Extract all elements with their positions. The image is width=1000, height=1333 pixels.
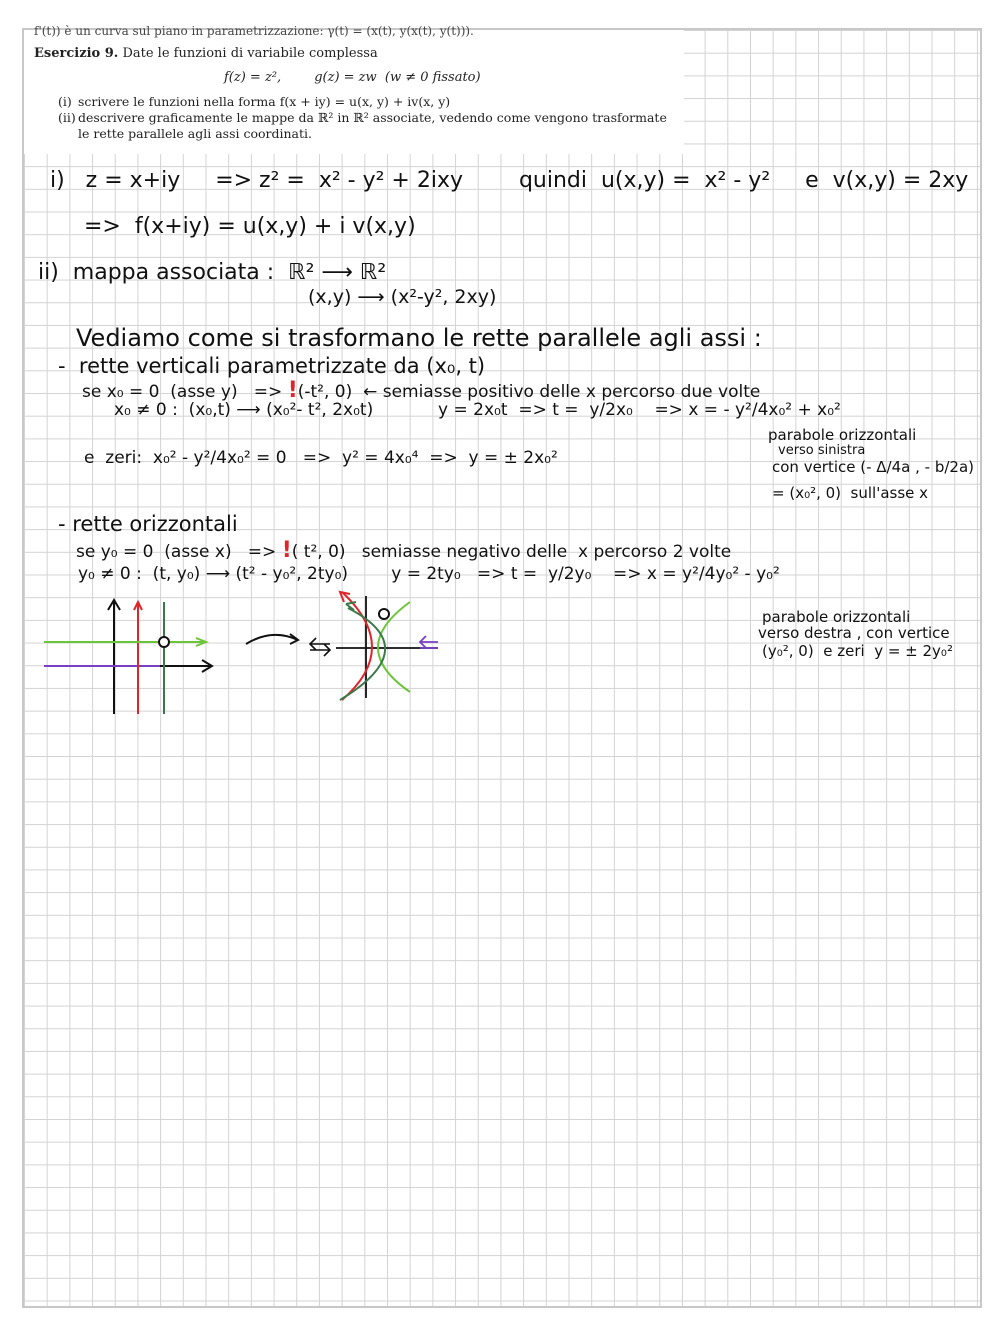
problem-statement (24, 24, 684, 154)
task-number: (i) (58, 94, 72, 109)
domain-sketch (40, 596, 240, 720)
note-line-associated-map: ii) mappa associata : ℝ² ⟶ ℝ² (38, 260, 387, 285)
side-note-2-line: (y₀², 0) e zeri y = ± 2y₀² (762, 642, 953, 660)
note-line-y0-zero (76, 540, 731, 562)
curved-arrow-icon (246, 635, 298, 644)
double-arrow-icon (310, 638, 330, 656)
side-note-2-line: verso destra , con vertice (758, 624, 950, 642)
note-line-vertical-lines: - rette verticali parametrizzate da (x₀, t) (58, 354, 486, 378)
note-line-f-form: => f(x+iy) = u(x,y) + i v(x,y) (84, 214, 416, 239)
image-sketch (306, 588, 446, 704)
task-item-ii (58, 110, 678, 142)
side-note-1-line: = (x₀², 0) sull'asse x (772, 484, 929, 502)
mapping-arrow (242, 626, 302, 666)
exclamation-mark: ! (281, 538, 292, 563)
note-line-x0-zero (82, 380, 760, 402)
note-line-z-squared: i) z = x+iy => z² = x² - y² + 2ixy quindi u(x,y) = x² - y² e v(x,y) = 2xy (50, 168, 969, 193)
intersection-point (379, 609, 389, 619)
cut-off-line: f'(t)) è un curva sul piano in parametrizzazione: γ(t) = (x(t), y(x(t), y(t))). (34, 24, 474, 38)
intersection-point (159, 637, 169, 647)
exercise-title (34, 46, 378, 61)
function-definitions: f(z) = z², g(z) = zw (w ≠ 0 fissato) (224, 70, 481, 85)
exercise-intro: Date le funzioni di variabile complessa (122, 46, 378, 61)
note-line-heading: Vediamo come si trasformano le rette parallele agli assi : (76, 324, 762, 352)
task-number: (ii) (58, 110, 76, 125)
task-text: scrivere le funzioni nella forma f(x + iy) = u(x, y) + iv(x, y) (78, 94, 451, 109)
exclamation-mark: ! (287, 378, 298, 403)
side-note-2-line: parabole orizzontali (762, 608, 911, 626)
side-note-1-line: parabole orizzontali (768, 426, 917, 444)
note-text: se y₀ = 0 (asse x) => (76, 542, 277, 562)
note-text: (-t², 0) ← semiasse positivo delle x percorso due volte (297, 382, 761, 402)
purple-arrow-icon (420, 636, 438, 648)
note-line-map-formula: (x,y) ⟶ (x²-y², 2xy) (308, 286, 497, 308)
side-note-1-line: verso sinistra (778, 443, 866, 458)
note-line-zeros: e zeri: x₀² - y²/4x₀² = 0 => y² = 4x₀⁴ => y = ± 2x₀² (84, 448, 558, 468)
task-text: descrivere graficamente le mappe da ℝ² in ℝ² associate, vedendo come vengono trasformate le rette parallele agli assi coordinati. (78, 110, 667, 141)
side-note-1-line: con vertice (- Δ/4a , - b/2a) (772, 458, 974, 476)
note-line-y0-nonzero: y₀ ≠ 0 : (t, y₀) ⟶ (t² - y₀², 2ty₀) y = 2ty₀ => t = y/2y₀ => x = y²/4y₀² - y₀² (78, 564, 780, 584)
red-parabola (342, 592, 372, 700)
notebook-page (22, 24, 982, 1308)
note-text: se x₀ = 0 (asse y) => (82, 382, 283, 402)
note-line-x0-nonzero: x₀ ≠ 0 : (x₀,t) ⟶ (x₀²- t², 2x₀t) y = 2x₀t => t = y/2x₀ => x = - y²/4x₀² + x₀² (114, 400, 841, 420)
exercise-number: Esercizio 9. (34, 46, 119, 61)
note-text: ( t², 0) semiasse negativo delle x percorso 2 volte (291, 542, 732, 562)
green-arrow-icon (188, 638, 206, 646)
note-line-horizontal-lines: - rette orizzontali (58, 512, 238, 536)
task-item-i (58, 94, 678, 110)
